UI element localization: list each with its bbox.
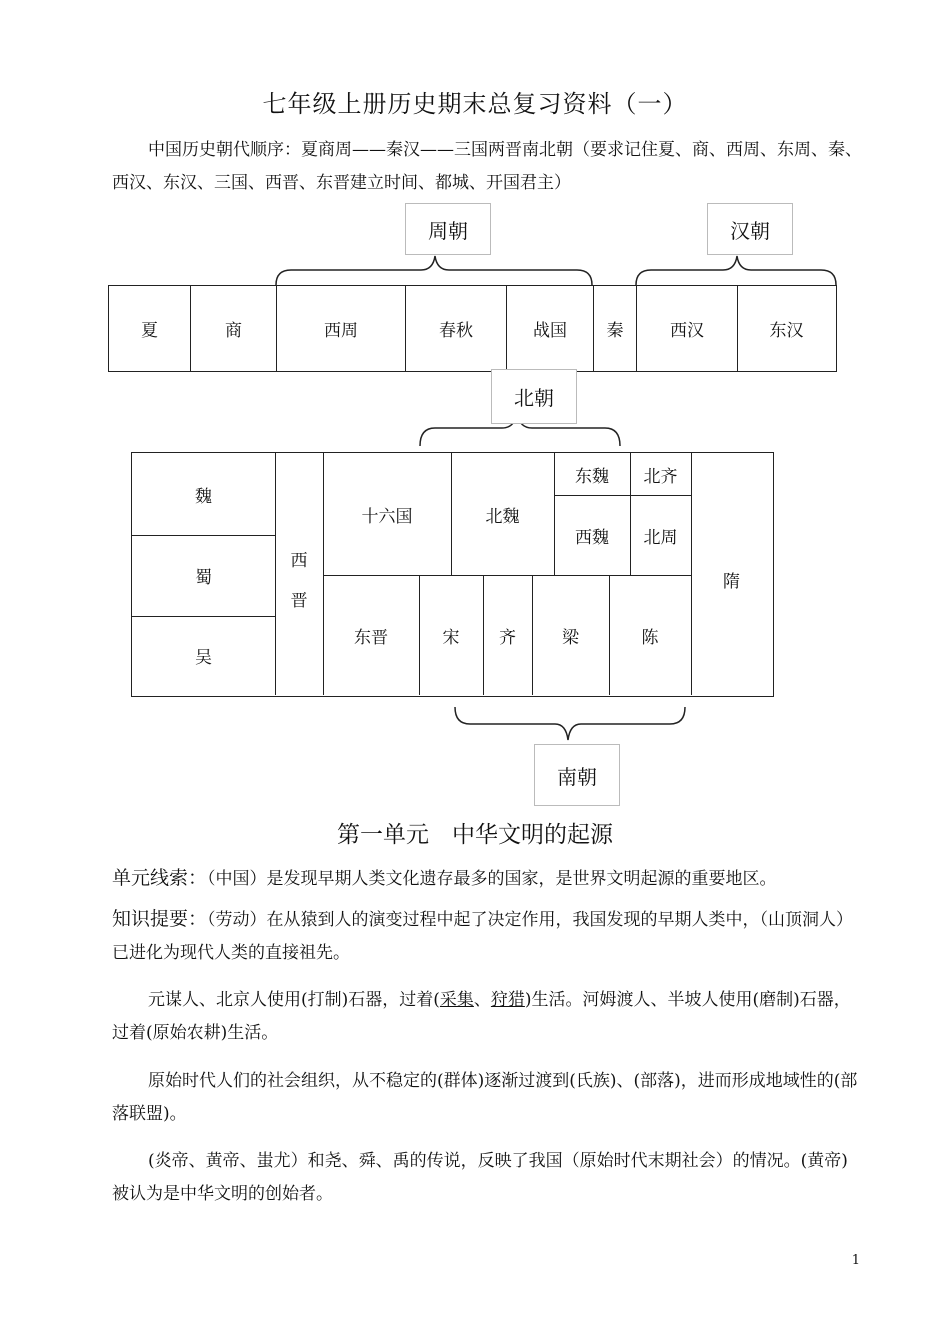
cell-chen: 陈 bbox=[641, 627, 659, 648]
south-dynasty-label: 南朝 bbox=[534, 744, 620, 806]
cell-dongjin: 东晋 bbox=[354, 627, 388, 648]
cell-donghan: 东汉 bbox=[737, 286, 835, 371]
cell-wei: 魏 bbox=[195, 486, 212, 507]
cell-shiliuguo: 十六国 bbox=[361, 506, 413, 527]
cell-xizhou: 西周 bbox=[276, 286, 405, 371]
cell-xia: 夏 bbox=[141, 321, 158, 341]
south-brace bbox=[455, 707, 685, 740]
dynasty-timeline-2 bbox=[131, 452, 774, 697]
cell-beizhou: 北周 bbox=[643, 527, 678, 548]
unit-title: 第一单元 中华文明的起源 bbox=[337, 822, 613, 848]
cell-xihan: 西汉 bbox=[636, 286, 737, 371]
cell-shu: 蜀 bbox=[195, 568, 212, 588]
tools-sep: 、 bbox=[473, 990, 491, 1010]
tools-paragraph bbox=[112, 984, 862, 1050]
cell-beiwei: 北魏 bbox=[485, 506, 520, 527]
cell-qi: 齐 bbox=[499, 627, 516, 648]
knowledge-text: （劳动）在从猿到人的演变过程中起了决定作用，我国发现的早期人类中，（山顶洞人）已进化为现代人类的直接祖先。 bbox=[112, 910, 854, 963]
han-dynasty-label: 汉朝 bbox=[707, 203, 793, 255]
tools-text-a: 元谋人、北京人使用(打制)石器，过着( bbox=[148, 990, 440, 1010]
unit-clue-text: （中国）是发现早期人类文化遗存最多的国家，是世界文明起源的重要地区。 bbox=[207, 869, 777, 889]
cell-dongwei: 东魏 bbox=[575, 466, 609, 487]
cell-beiqi: 北齐 bbox=[643, 466, 678, 487]
intro-paragraph: 中国历史朝代顺序：夏商周——秦汉——三国两晋南北朝（要求记住夏、商、西周、东周、秦、西汉、东汉、三国、西晋、东晋建立时间、都城、开国君主） bbox=[112, 140, 862, 193]
cell-shang: 商 bbox=[190, 286, 276, 371]
cell-xiwei: 西魏 bbox=[575, 527, 609, 548]
dynasty-timeline-1 bbox=[108, 285, 837, 372]
knowledge-paragraph bbox=[112, 903, 862, 970]
cell-qin: 秦 bbox=[593, 286, 636, 371]
han-brace bbox=[636, 256, 836, 285]
underlined-hunting: 狩猎 bbox=[490, 990, 525, 1010]
underlined-gathering: 采集 bbox=[439, 990, 474, 1010]
knowledge-label: 知识提要： bbox=[112, 908, 208, 930]
unit-clue-label: 单元线索： bbox=[112, 867, 208, 889]
zhou-brace bbox=[276, 256, 592, 285]
zhou-dynasty-label: 周朝 bbox=[405, 203, 491, 255]
cell-zhanguo: 战国 bbox=[506, 286, 593, 371]
cell-song: 宋 bbox=[442, 627, 460, 648]
tools-text-b: )生活。河姆渡人、半坡人使用(磨制)石器，过着(原始农耕)生活。 bbox=[112, 990, 851, 1043]
cell-xijin-2: 晋 bbox=[290, 590, 308, 611]
page-number: 1 bbox=[851, 1253, 860, 1268]
legend-paragraph: (炎帝、黄帝、蚩尤）和尧、舜、禹的传说，反映了我国（原始时代末期社会）的情况。(黄帝)被认为是中华文明的创始者。 bbox=[112, 1151, 848, 1204]
cell-wu: 吴 bbox=[195, 648, 212, 668]
society-paragraph: 原始时代人们的社会组织，从不稳定的(群体)逐渐过渡到(氏族)、(部落)，进而形成地域性的(部落联盟)。 bbox=[112, 1071, 858, 1124]
cell-chunqiu: 春秋 bbox=[405, 286, 506, 371]
unit-clue-paragraph bbox=[112, 862, 862, 896]
cell-liang: 梁 bbox=[562, 627, 579, 648]
cell-sui: 隋 bbox=[723, 571, 740, 592]
cell-xijin-1: 西 bbox=[290, 550, 308, 571]
north-dynasty-label: 北朝 bbox=[491, 369, 577, 424]
page-title: 七年级上册历史期末总复习资料（一） bbox=[262, 90, 688, 118]
